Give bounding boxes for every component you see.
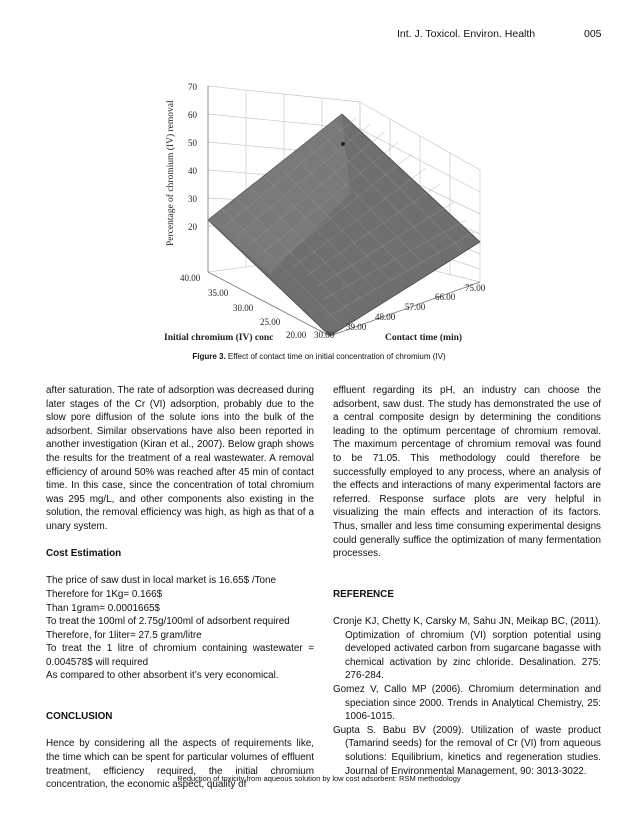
y-tick: 57.00 [405,302,426,312]
right-column [333,384,601,778]
z-tick: 40 [188,166,197,176]
cost-line: To treat the 100ml of 2.75g/100ml of adsorbent required [46,616,290,628]
journal-name: Int. J. Toxicol. Environ. Health [397,28,536,40]
cost-line: As compared to other absorbent it’s very economical. [46,670,279,682]
body-paragraph: after saturation. The rate of adsorption was decreased during later stages of the Cr (VI) adsorption, probably due to the slow pore diffusion of the solute ions into the bulk of the adsorbent. Similar observations have also been reported in another investigation (Kiran et al., 2007). Below graph shows the results for the treatment of a real wastewater. A removal efficiency of around 50% was reached after 45 min of contact time. In this case, since the concentration of total chromium was 295 mg/L, and other components also existing in the solution, the removal efficiency was high, as high as that of a unary system. [46,385,314,532]
body-paragraph: effluent regarding its pH, an industry can choose the adsorbent, saw dust. The study has demonstrated the use of a central composite design by determining the conditions leading to the optimum percentage of chromium removal. The maximum percentage of chromium removal was found to be 71.05. This methodology could therefore be successfully employed to any process, where an analysis of the effects and interactions of many experimental factors are referred. Response surface plots are very helpful in visualizing the main effects and interaction of its factors. Thus, smaller and less time consuming experimental designs could generally suffice the optimization of many fermentation processes. [333,385,601,560]
page-footer: Reduction of toxicity from aqueous solution by low cost adsorbent: RSM methodology [177,774,461,783]
cost-estimation-heading: Cost Estimation [46,548,122,560]
z-tick: 20 [188,222,197,232]
x-tick: 40.00 [180,273,201,283]
x-tick: 35.00 [208,288,229,298]
reference-heading: REFERENCE [333,588,394,600]
page-number: 005 [584,28,602,40]
reference-item: Cronje KJ, Chetty K, Carsky M, Sahu JN, Meikap BC, (2011). Optimization of chromium (VI) sorption potential using developed activated carbon from sugarcane bagasse with chemical activation by zinc chloride. Desalination. 275: 276-284. [333,616,601,682]
conclusion-paragraph: Hence by considering all the aspects of requirements like, the time which can be spent for particular volumes of effluent treatment, efficiency required, the initial chromium concentration, the economic aspect, quality of [46,738,314,791]
y-tick: 66.00 [435,292,456,302]
cost-line: The price of saw dust in local market is 16.65$ /Tone [46,575,276,587]
z-axis-label: Percentage of chromium (IV) removal [166,100,176,246]
x-tick: 30.00 [233,303,254,313]
y-tick: 39.00 [346,322,367,332]
x-axis-label: Initial chromium (IV) conc [164,333,274,343]
cost-line: Than 1gram= 0.0001665$ [46,602,160,614]
reference-item: Gomez V, Callo MP (2006). Chromium determination and speciation since 2000. Trends in Analytical Chemistry, 25: 1006-1015. [333,684,601,723]
y-tick: 48.00 [375,312,396,322]
reference-item: Gupta S. Babu BV (2009). Utilization of waste product (Tamarind seeds) for the removal of Cr (VI) from aqueous solutions: Equilibrium, kinetics and regeneration studies. Journal of Environmental Management, 90: 3013-3022. [333,724,601,777]
page-header [0,28,638,44]
y-tick: 75.00 [465,283,486,293]
z-tick: 60 [188,110,197,120]
surface-plot-figure [150,74,495,349]
figure-caption-text: Effect of contact time on initial concentration of chromium (IV) [225,352,446,361]
figure-caption [0,352,638,361]
surface-plot [150,74,495,349]
cost-line: To treat the 1 litre of chromium containing wastewater = 0.004578$ will required [46,643,314,668]
z-tick: 30 [188,194,197,204]
z-tick: 70 [188,82,197,92]
y-tick: 30.00 [314,330,335,340]
x-tick: 20.00 [286,330,307,340]
z-tick: 50 [188,138,197,148]
z-axis-ticks [188,82,198,232]
cost-line: Therefore for 1Kg= 0.166$ [46,588,163,600]
cost-line: Therefore, for 1liter= 27.5 gram/litre [46,629,202,641]
conclusion-heading: CONCLUSION [46,711,113,723]
y-axis-label: Contact time (min) [385,333,463,343]
x-tick: 25.00 [260,317,281,327]
figure-caption-label: Figure 3. [192,352,226,361]
left-column [46,384,314,792]
